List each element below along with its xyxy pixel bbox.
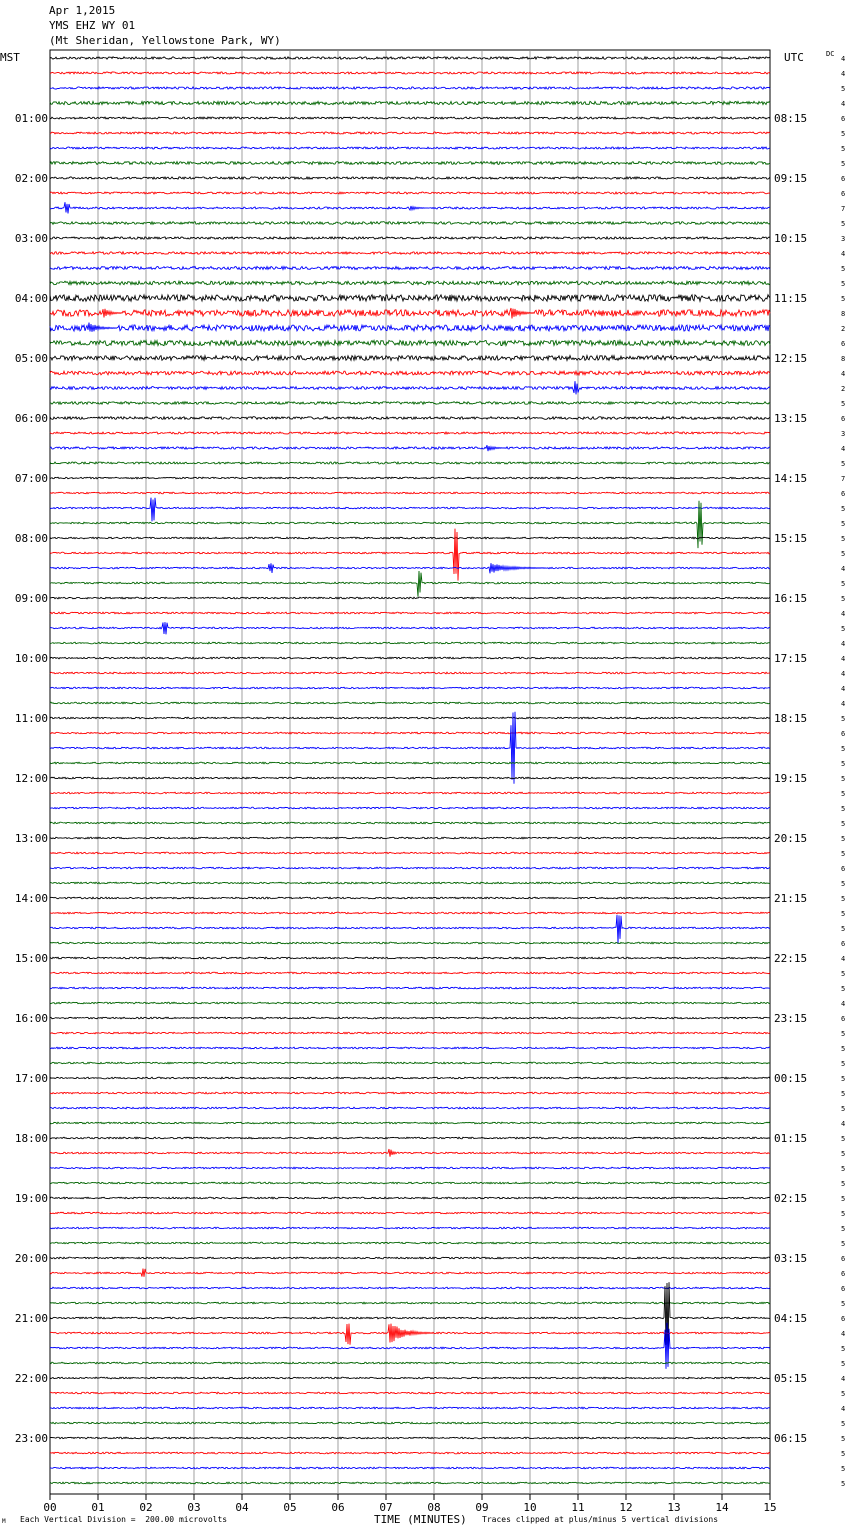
corner-mark: M: [2, 1518, 6, 1525]
trace-48: [50, 777, 770, 779]
left-hour-label: 06:00: [14, 412, 48, 425]
trace-76: [50, 1197, 770, 1199]
dc-offset-label: 5: [841, 1435, 846, 1443]
left-hour-label: 03:00: [14, 232, 48, 245]
left-hour-label: 13:00: [14, 832, 48, 845]
right-hour-label: 23:15: [774, 1012, 808, 1025]
trace-73: [50, 1149, 770, 1157]
trace-69: [50, 1092, 770, 1094]
x-tick-label: 01: [91, 1501, 105, 1514]
dc-offset-label: 4: [841, 700, 846, 708]
right-hour-label: 11:15: [774, 292, 808, 305]
left-hour-label: 08:00: [14, 532, 48, 545]
x-tick-label: 12: [619, 1501, 633, 1514]
trace-37: [50, 612, 770, 614]
dc-offset-label: 5: [841, 1450, 846, 1458]
trace-35: [50, 571, 770, 597]
trace-57: [50, 912, 770, 914]
trace-82: [50, 1287, 770, 1289]
left-hour-label: 04:00: [14, 292, 48, 305]
right-hour-label: 03:15: [774, 1252, 808, 1265]
trace-54: [50, 867, 770, 869]
dc-offset-label: 5: [841, 130, 846, 138]
dc-offset-label: 8: [841, 355, 846, 363]
trace-86: [50, 1323, 770, 1369]
trace-88: [50, 1377, 770, 1379]
dc-offset-label: 5: [841, 895, 846, 903]
trace-83: [50, 1302, 770, 1304]
trace-34: [50, 563, 770, 573]
trace-22: [50, 381, 770, 394]
dc-offset-label: 2: [841, 325, 846, 333]
x-tick-label: 13: [667, 1501, 681, 1514]
trace-56: [50, 897, 770, 899]
dc-offset-label: 5: [841, 1360, 846, 1368]
left-hour-label: 17:00: [14, 1072, 48, 1085]
dc-offset-label: 6: [841, 175, 846, 183]
dc-offset-label: 4: [841, 70, 846, 78]
trace-93: [50, 1452, 770, 1454]
right-hour-label: 21:15: [774, 892, 808, 905]
trace-8: [50, 177, 770, 179]
dc-offset-label: 5: [841, 460, 846, 468]
dc-offset-label: 6: [841, 940, 846, 948]
x-tick-label: 00: [43, 1501, 57, 1514]
dc-offset-label: 6: [841, 730, 846, 738]
dc-offset-label: 5: [841, 160, 846, 168]
right-hour-label: 09:15: [774, 172, 808, 185]
trace-28: [50, 477, 770, 479]
trace-24: [50, 417, 770, 420]
dc-offset-label: 5: [841, 580, 846, 588]
dc-offset-label: 4: [841, 565, 846, 573]
dc-offset-label: 4: [841, 685, 846, 693]
dc-offset-label: 5: [841, 1180, 846, 1188]
left-hour-label: 21:00: [14, 1312, 48, 1325]
trace-85: [50, 1324, 770, 1345]
dc-offset-label: 5: [841, 910, 846, 918]
dc-offset-label: 5: [841, 1240, 846, 1248]
dc-offset-label: 5: [841, 1165, 846, 1173]
trace-12: [50, 237, 770, 239]
trace-79: [50, 1242, 770, 1244]
x-tick-label: 07: [379, 1501, 393, 1514]
dc-offset-label: 5: [841, 1030, 846, 1038]
left-hour-label: 16:00: [14, 1012, 48, 1025]
dc-offset-label: 4: [841, 1000, 846, 1008]
trace-95: [50, 1482, 770, 1484]
trace-13: [50, 252, 770, 254]
dc-offset-label: 4: [841, 370, 846, 378]
trace-52: [50, 837, 770, 839]
x-tick-label: 05: [283, 1501, 297, 1514]
left-hour-label: 23:00: [14, 1432, 48, 1445]
right-hour-label: 14:15: [774, 472, 808, 485]
dc-offset-label: 5: [841, 1300, 846, 1308]
dc-offset-label: 5: [841, 550, 846, 558]
dc-offset-label: 5: [841, 1045, 846, 1053]
dc-offset-label: 7: [841, 475, 846, 483]
trace-71: [50, 1122, 770, 1124]
dc-offset-label: 2: [841, 385, 846, 393]
trace-7: [50, 162, 770, 165]
dc-offset-label: 6: [841, 415, 846, 423]
right-hour-label: 18:15: [774, 712, 808, 725]
trace-78: [50, 1227, 770, 1229]
clip-note: Traces clipped at plus/minus 5 vertical divisions: [482, 1515, 719, 1524]
dc-label: DC: [826, 50, 835, 58]
trace-10: [50, 202, 770, 213]
left-hour-label: 19:00: [14, 1192, 48, 1205]
dc-offset-label: 8: [841, 310, 846, 318]
dc-offset-label: 4: [841, 955, 846, 963]
dc-offset-label: 5: [841, 265, 846, 273]
trace-40: [50, 657, 770, 659]
trace-47: [50, 762, 770, 764]
dc-offset-label: 6: [841, 1270, 846, 1278]
left-hour-label: 20:00: [14, 1252, 48, 1265]
dc-offset-label: 5: [841, 925, 846, 933]
trace-21: [50, 371, 770, 375]
dc-offset-label: 5: [841, 295, 846, 303]
right-hour-label: 22:15: [774, 952, 808, 965]
dc-offset-label: 6: [841, 490, 846, 498]
trace-62: [50, 987, 770, 989]
dc-offset-label: 5: [841, 145, 846, 153]
right-hour-label: 01:15: [774, 1132, 808, 1145]
left-hour-label: 10:00: [14, 652, 48, 665]
header-station: YMS EHZ WY 01: [49, 19, 136, 32]
trace-39: [50, 642, 770, 644]
trace-3: [50, 101, 770, 104]
dc-offset-label: 5: [841, 535, 846, 543]
right-hour-label: 17:15: [774, 652, 808, 665]
dc-offset-label: 5: [841, 715, 846, 723]
header-date: Apr 1,2015: [49, 4, 116, 17]
left-hour-label: 22:00: [14, 1372, 48, 1385]
left-axis-label: MST: [0, 51, 20, 64]
trace-9: [50, 192, 770, 194]
left-hour-label: 12:00: [14, 772, 48, 785]
left-hour-label: 15:00: [14, 952, 48, 965]
right-hour-label: 10:15: [774, 232, 808, 245]
trace-18: [50, 323, 770, 332]
trace-84: [50, 1282, 770, 1352]
x-tick-label: 04: [235, 1501, 249, 1514]
dc-offset-label: 3: [841, 430, 846, 438]
dc-offset-label: 5: [841, 280, 846, 288]
trace-55: [50, 882, 770, 884]
trace-45: [50, 732, 770, 734]
trace-11: [50, 222, 770, 225]
right-hour-label: 12:15: [774, 352, 808, 365]
trace-75: [50, 1182, 770, 1184]
trace-29: [50, 492, 770, 494]
trace-61: [50, 972, 770, 974]
trace-60: [50, 957, 770, 959]
dc-offset-label: 5: [841, 595, 846, 603]
right-hour-label: 15:15: [774, 532, 808, 545]
trace-14: [50, 267, 770, 270]
right-hour-label: 08:15: [774, 112, 808, 125]
right-hour-label: 05:15: [774, 1372, 808, 1385]
x-tick-label: 03: [187, 1501, 201, 1514]
dc-offset-label: 5: [841, 850, 846, 858]
trace-46: [50, 712, 770, 784]
dc-offset-label: 5: [841, 1225, 846, 1233]
trace-53: [50, 852, 770, 854]
dc-offset-label: 5: [841, 1390, 846, 1398]
trace-19: [50, 340, 770, 345]
dc-offset-label: 4: [841, 1120, 846, 1128]
trace-1: [50, 72, 770, 74]
trace-74: [50, 1167, 770, 1169]
trace-17: [50, 308, 770, 318]
x-tick-label: 02: [139, 1501, 153, 1514]
dc-offset-label: 5: [841, 880, 846, 888]
dc-offset-label: 4: [841, 640, 846, 648]
right-hour-label: 00:15: [774, 1072, 808, 1085]
trace-20: [50, 356, 770, 361]
dc-offset-label: 5: [841, 220, 846, 228]
x-tick-label: 10: [523, 1501, 537, 1514]
right-hour-label: 13:15: [774, 412, 808, 425]
trace-68: [50, 1077, 770, 1079]
trace-67: [50, 1062, 770, 1064]
x-tick-label: 14: [715, 1501, 729, 1514]
dc-offset-label: 4: [841, 1330, 846, 1338]
left-hour-label: 05:00: [14, 352, 48, 365]
dc-offset-label: 3: [841, 235, 846, 243]
trace-89: [50, 1392, 770, 1394]
trace-27: [50, 462, 770, 464]
dc-offset-label: 5: [841, 1420, 846, 1428]
trace-50: [50, 807, 770, 809]
dc-offset-label: 6: [841, 1015, 846, 1023]
x-tick-label: 09: [475, 1501, 489, 1514]
dc-offset-label: 6: [841, 1255, 846, 1263]
dc-offset-label: 5: [841, 820, 846, 828]
trace-65: [50, 1032, 770, 1034]
left-hour-label: 11:00: [14, 712, 48, 725]
right-hour-label: 20:15: [774, 832, 808, 845]
dc-offset-label: 5: [841, 1210, 846, 1218]
dc-offset-label: 5: [841, 775, 846, 783]
dc-offset-label: 4: [841, 1375, 846, 1383]
dc-offset-label: 4: [841, 670, 846, 678]
trace-58: [50, 915, 770, 944]
dc-offset-label: 5: [841, 1075, 846, 1083]
dc-offset-label: 5: [841, 835, 846, 843]
left-hour-label: 18:00: [14, 1132, 48, 1145]
trace-44: [50, 717, 770, 719]
dc-offset-label: 6: [841, 190, 846, 198]
dc-offset-label: 6: [841, 1285, 846, 1293]
dc-offset-label: 5: [841, 505, 846, 513]
trace-32: [50, 537, 770, 539]
trace-51: [50, 822, 770, 824]
left-hour-label: 02:00: [14, 172, 48, 185]
trace-81: [50, 1269, 770, 1277]
x-tick-label: 06: [331, 1501, 345, 1514]
right-hour-label: 04:15: [774, 1312, 808, 1325]
dc-offset-label: 5: [841, 1135, 846, 1143]
dc-offset-label: 4: [841, 655, 846, 663]
dc-offset-label: 5: [841, 1060, 846, 1068]
x-tick-label: 15: [763, 1501, 777, 1514]
trace-80: [50, 1257, 770, 1259]
dc-offset-label: 5: [841, 1465, 846, 1473]
right-hour-label: 02:15: [774, 1192, 808, 1205]
dc-offset-label: 5: [841, 400, 846, 408]
trace-64: [50, 1017, 770, 1019]
dc-offset-label: 5: [841, 1345, 846, 1353]
trace-66: [50, 1047, 770, 1049]
trace-15: [50, 281, 770, 285]
dc-offset-label: 6: [841, 1315, 846, 1323]
dc-offset-label: 6: [841, 340, 846, 348]
dc-offset-label: 5: [841, 790, 846, 798]
dc-offset-label: 4: [841, 100, 846, 108]
x-axis-title: TIME (MINUTES): [374, 1513, 467, 1526]
dc-offset-label: 5: [841, 805, 846, 813]
dc-offset-label: 5: [841, 85, 846, 93]
dc-offset-label: 5: [841, 1195, 846, 1203]
dc-offset-label: 5: [841, 760, 846, 768]
trace-77: [50, 1212, 770, 1214]
trace-42: [50, 687, 770, 689]
right-hour-label: 19:15: [774, 772, 808, 785]
dc-offset-label: 4: [841, 1405, 846, 1413]
trace-16: [50, 295, 770, 301]
trace-36: [50, 597, 770, 599]
trace-49: [50, 792, 770, 794]
traces-group: [50, 57, 770, 1484]
trace-72: [50, 1137, 770, 1139]
scale-note: Each Vertical Division = 200.00 microvolts: [20, 1515, 228, 1524]
trace-70: [50, 1107, 770, 1109]
dc-offset-label: 5: [841, 1150, 846, 1158]
trace-92: [50, 1437, 770, 1439]
trace-63: [50, 1002, 770, 1004]
dc-offset-label: 5: [841, 520, 846, 528]
trace-90: [50, 1407, 770, 1409]
trace-87: [50, 1362, 770, 1364]
left-hour-label: 07:00: [14, 472, 48, 485]
dc-offset-label: 5: [841, 1090, 846, 1098]
trace-23: [50, 402, 770, 405]
labels-group: [15, 55, 845, 1514]
trace-26: [50, 445, 770, 451]
x-tick-label: 11: [571, 1501, 585, 1514]
dc-offset-label: 4: [841, 250, 846, 258]
trace-6: [50, 147, 770, 149]
dc-offset-label: 6: [841, 115, 846, 123]
trace-5: [50, 132, 770, 134]
dc-offset-label: 4: [841, 610, 846, 618]
dc-offset-label: 4: [841, 445, 846, 453]
dc-offset-label: 5: [841, 1480, 846, 1488]
left-hour-label: 01:00: [14, 112, 48, 125]
trace-94: [50, 1467, 770, 1469]
trace-0: [50, 57, 770, 59]
right-hour-label: 06:15: [774, 1432, 808, 1445]
trace-41: [50, 672, 770, 674]
trace-30: [50, 498, 770, 522]
trace-25: [50, 432, 770, 434]
trace-33: [50, 529, 770, 581]
right-axis-label: UTC: [784, 51, 804, 64]
dc-offset-label: 5: [841, 985, 846, 993]
left-hour-label: 14:00: [14, 892, 48, 905]
x-tick-label: 08: [427, 1501, 441, 1514]
trace-91: [50, 1422, 770, 1424]
dc-offset-label: 5: [841, 1105, 846, 1113]
dc-offset-label: 5: [841, 625, 846, 633]
trace-43: [50, 702, 770, 704]
dc-offset-label: 6: [841, 865, 846, 873]
trace-38: [50, 622, 770, 634]
dc-offset-label: 7: [841, 205, 846, 213]
right-hour-label: 16:15: [774, 592, 808, 605]
dc-offset-label: 4: [841, 55, 846, 63]
trace-4: [50, 117, 770, 119]
dc-offset-label: 5: [841, 970, 846, 978]
trace-2: [50, 87, 770, 89]
dc-offset-label: 5: [841, 745, 846, 753]
header-location: (Mt Sheridan, Yellowstone Park, WY): [49, 34, 281, 47]
left-hour-label: 09:00: [14, 592, 48, 605]
trace-59: [50, 942, 770, 944]
